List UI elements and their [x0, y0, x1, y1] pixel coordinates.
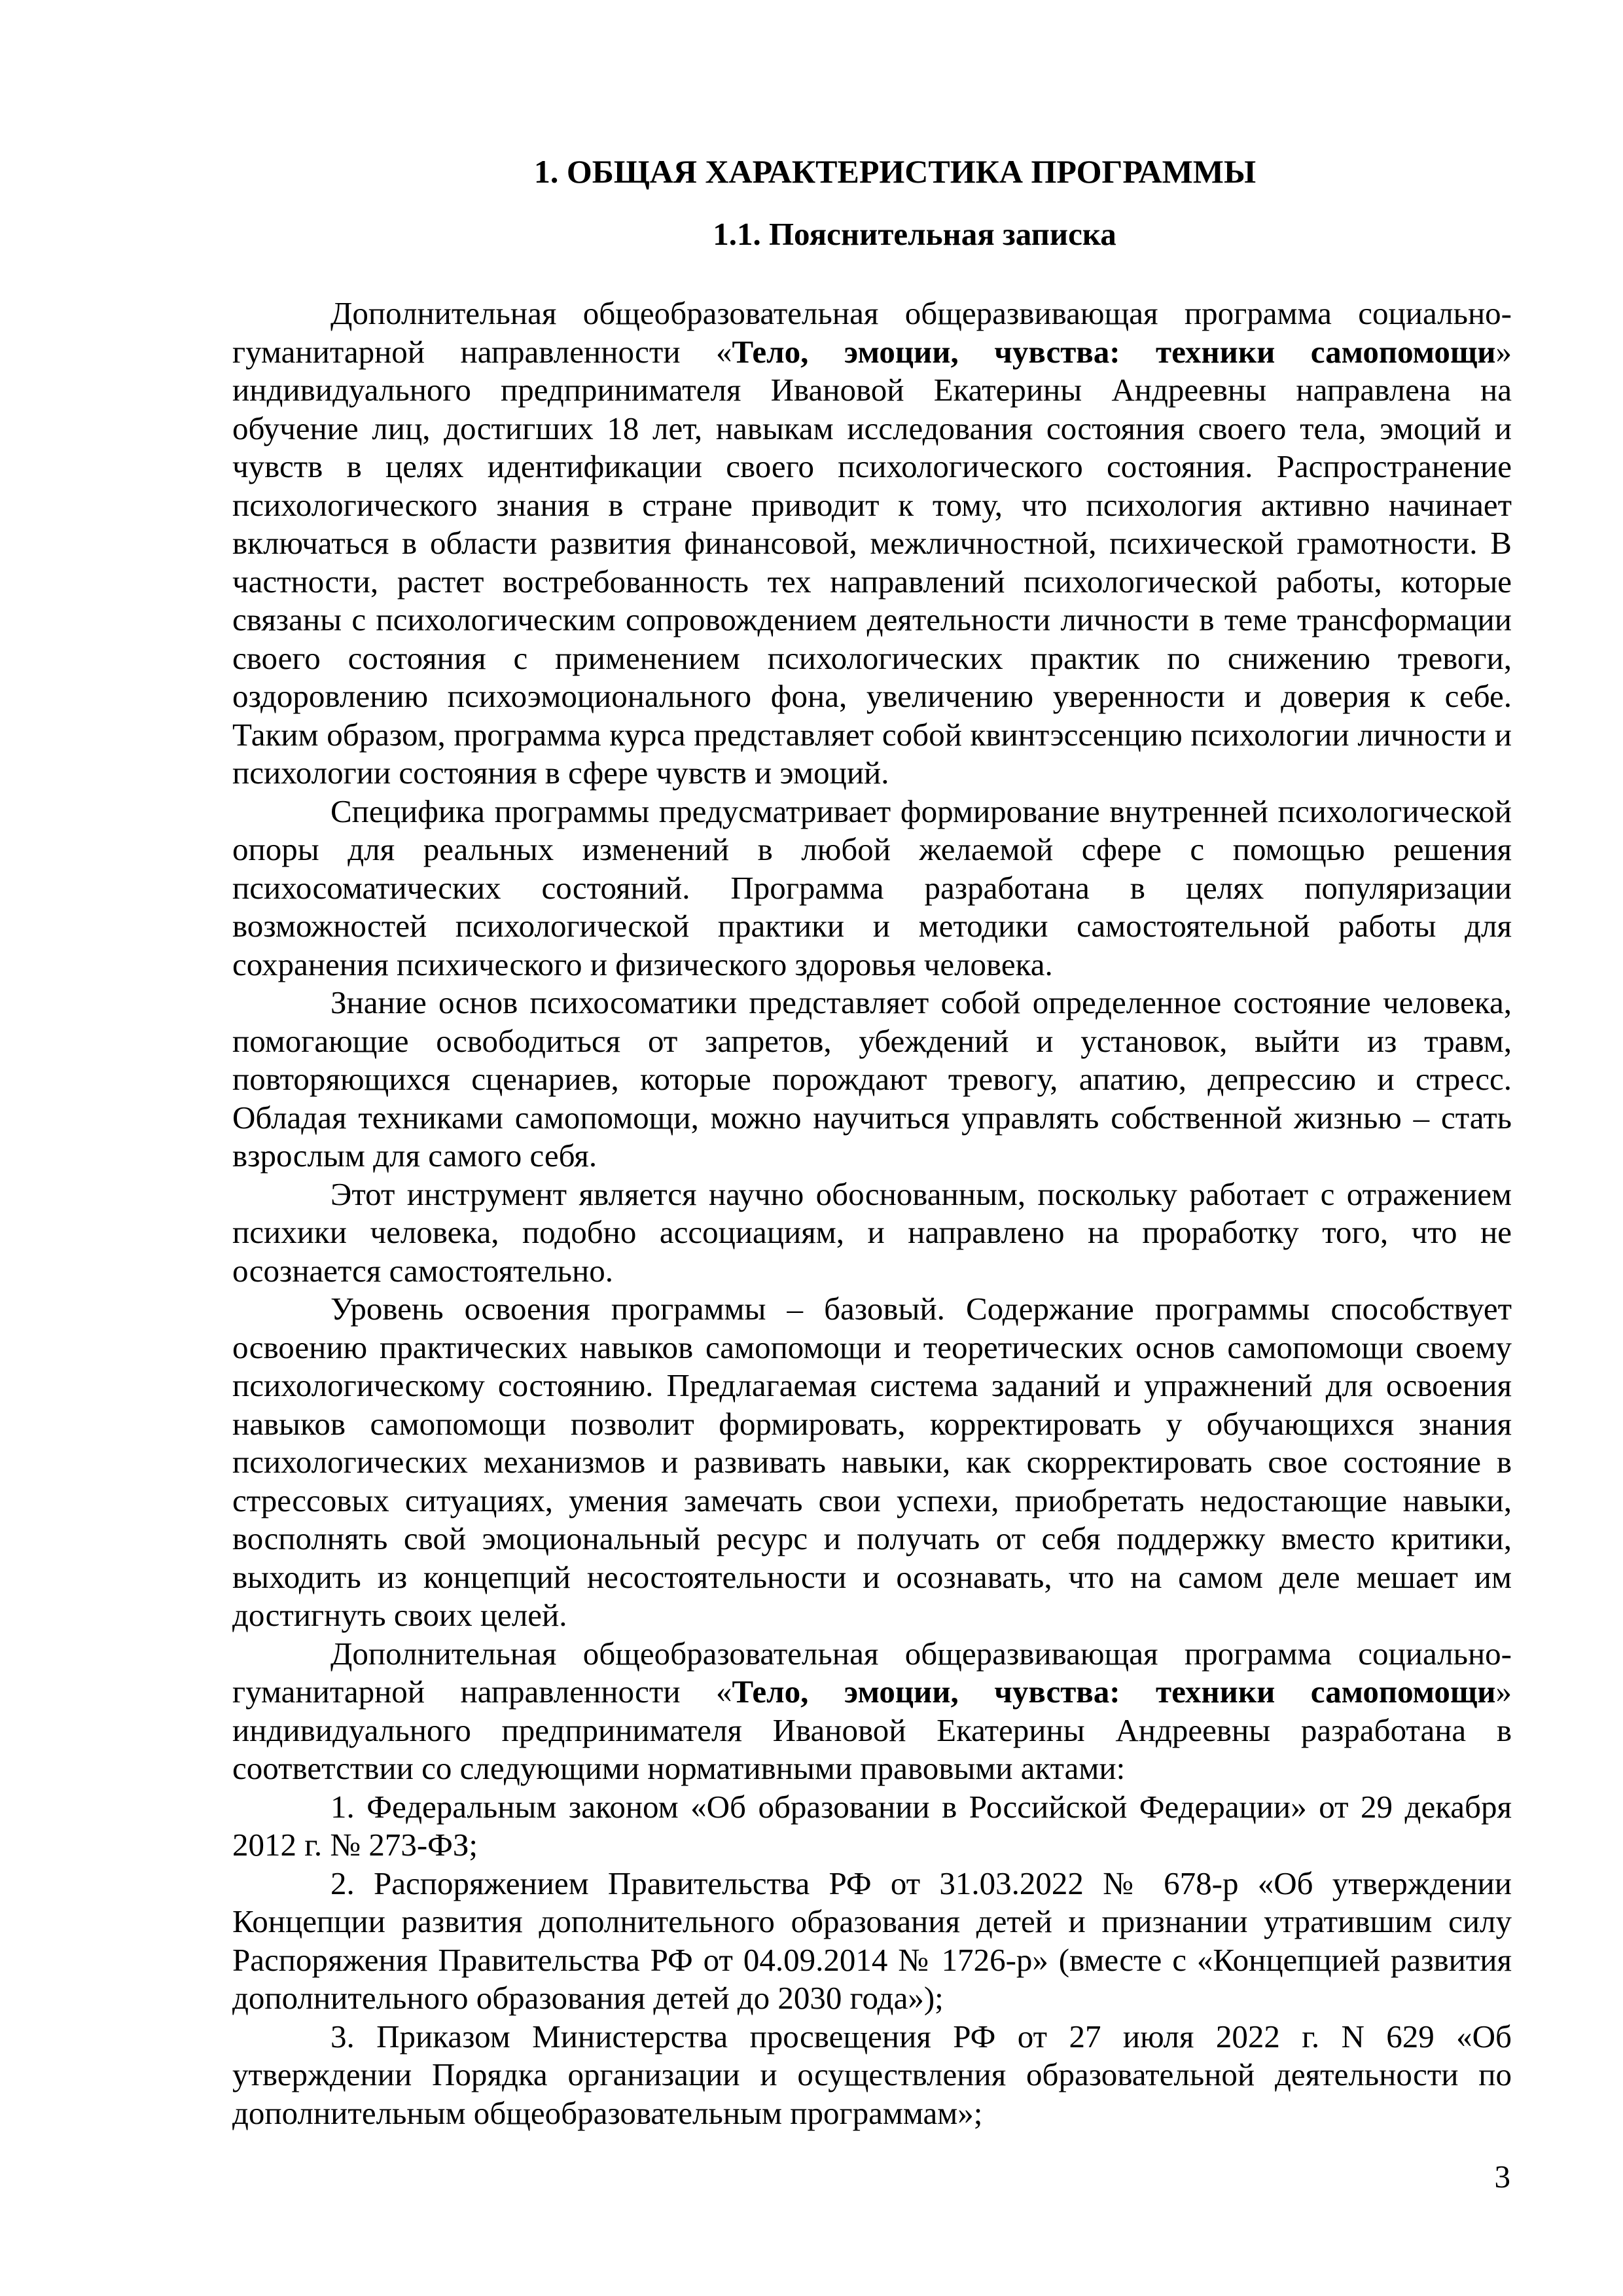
paragraph-psychosomatics: Знание основ психосоматики представляет собой определенное состояние человека, помогающие освободиться от запретов, убеждений и установок, выйти из травм, повторяющихся сценариев, которые порождают тревогу, апатию, депрессию и стресс. Обладая техниками самопомощи, можно научиться управлять собственной жизнью – стать взрослым для самого себя. — [232, 984, 1512, 1174]
list-item: 3. Приказом Министерства просвещения РФ от 27 июля 2022 г. N 629 «Об утверждении Порядка организации и осуществления образовательной деятельности по дополнительным общеобразовательным программам»; — [232, 2018, 1512, 2131]
paragraph-level: Уровень освоения программы – базовый. Содержание программы способствует освоению практических навыков самопомощи и теоретических основ самопомощи своему психологическому состоянию. Предлагаемая система заданий и упражнений для освоения навыков самопомощи позволит формировать, корректировать у обучающихся знания психологических механизмов и развивать навыки, как скорректировать свое состояние в стрессовых ситуациях, умения замечать свои успехи, приобретать недостающие навыки, восполнять свой эмоциональный ресурс и получать от себя поддержку вместо критики, выходить из концепций несостоятельности и осознавать, что на самом деле мешает им достигнуть своих целей. — [232, 1291, 1512, 1633]
list-item: 2. Распоряжением Правительства РФ от 31.03.2022 № 678-р «Об утверждении Концепции развития дополнительного образования детей и признании утратившим силу Распоряжения Правительства РФ от 04.09.2014 № 1726-р» (вместе с «Концепцией развития дополнительного образования детей до 2030 года»); — [232, 1865, 1512, 2016]
program-name: Тело, эмоции, чувства: техники самопомощи — [732, 1674, 1496, 1710]
page-number: 3 — [1494, 2159, 1510, 2195]
paragraph-specifics: Специфика программы предусматривает формирование внутренней психологической опоры для реальных изменений в любой желаемой сфере с помощью решения психосоматических состояний. Программа разработана в целях популяризации возможностей психологической практики и методики самостоятельной работы для сохранения психического и физического здоровья человека. — [232, 793, 1512, 982]
program-name: Тело, эмоции, чувства: техники самопомощи — [732, 333, 1496, 370]
paragraph-text: Дополнительная общеобразовательная общеразвивающая программа социально-гуманитарной направленности « — [232, 1635, 1512, 1710]
paragraph-instrument: Этот инструмент является научно обоснованным, поскольку работает с отражением психики человека, подобно ассоциациям, и направлено на проработку того, что не осознается самостоятельно. — [232, 1175, 1512, 1289]
subsection-title: 1.1. Пояснительная записка — [713, 216, 1116, 252]
paragraph-text: Дополнительная общеобразовательная общеразвивающая программа социально-гуманитарной направленности « — [232, 295, 1512, 370]
paragraph-legal-basis — [232, 1635, 1512, 1788]
document-page — [232, 152, 1512, 2132]
paragraph-text: » индивидуального предпринимателя Ивановой Екатерины Андреевны разработана в соответствии со следующими нормативными правовыми актами: — [232, 1674, 1512, 1786]
paragraph-text: » индивидуального предпринимателя Ивановой Екатерины Андреевны направлена на обучение лиц, достигших 18 лет, навыкам исследования состояния своего тела, эмоций и чувств в целях идентификации своего психологического состояния. Распространение психологического знания в стране приводит к тому, что психология активно начинает включаться в области развития финансовой, межличностной, психической грамотности. В частности, растет востребованность тех направлений психологической работы, которые связаны с психологическим сопровождением деятельности личности в теме трансформации своего состояния с применением психологических практик по снижению тревоги, оздоровлению психоэмоционального фона, увеличению уверенности и доверия к себе. Таким образом, программа курса представляет собой квинтэссенцию психологии личности и психологии состояния в сфере чувств и эмоций. — [232, 333, 1512, 791]
section-title: 1. ОБЩАЯ ХАРАКТЕРИСТИКА ПРОГРАММЫ — [533, 153, 1257, 190]
list-item: 1. Федеральным законом «Об образовании в Российской Федерации» от 29 декабря 2012 г. № 273-ФЗ; — [232, 1788, 1512, 1863]
paragraph-introduction — [232, 295, 1512, 793]
